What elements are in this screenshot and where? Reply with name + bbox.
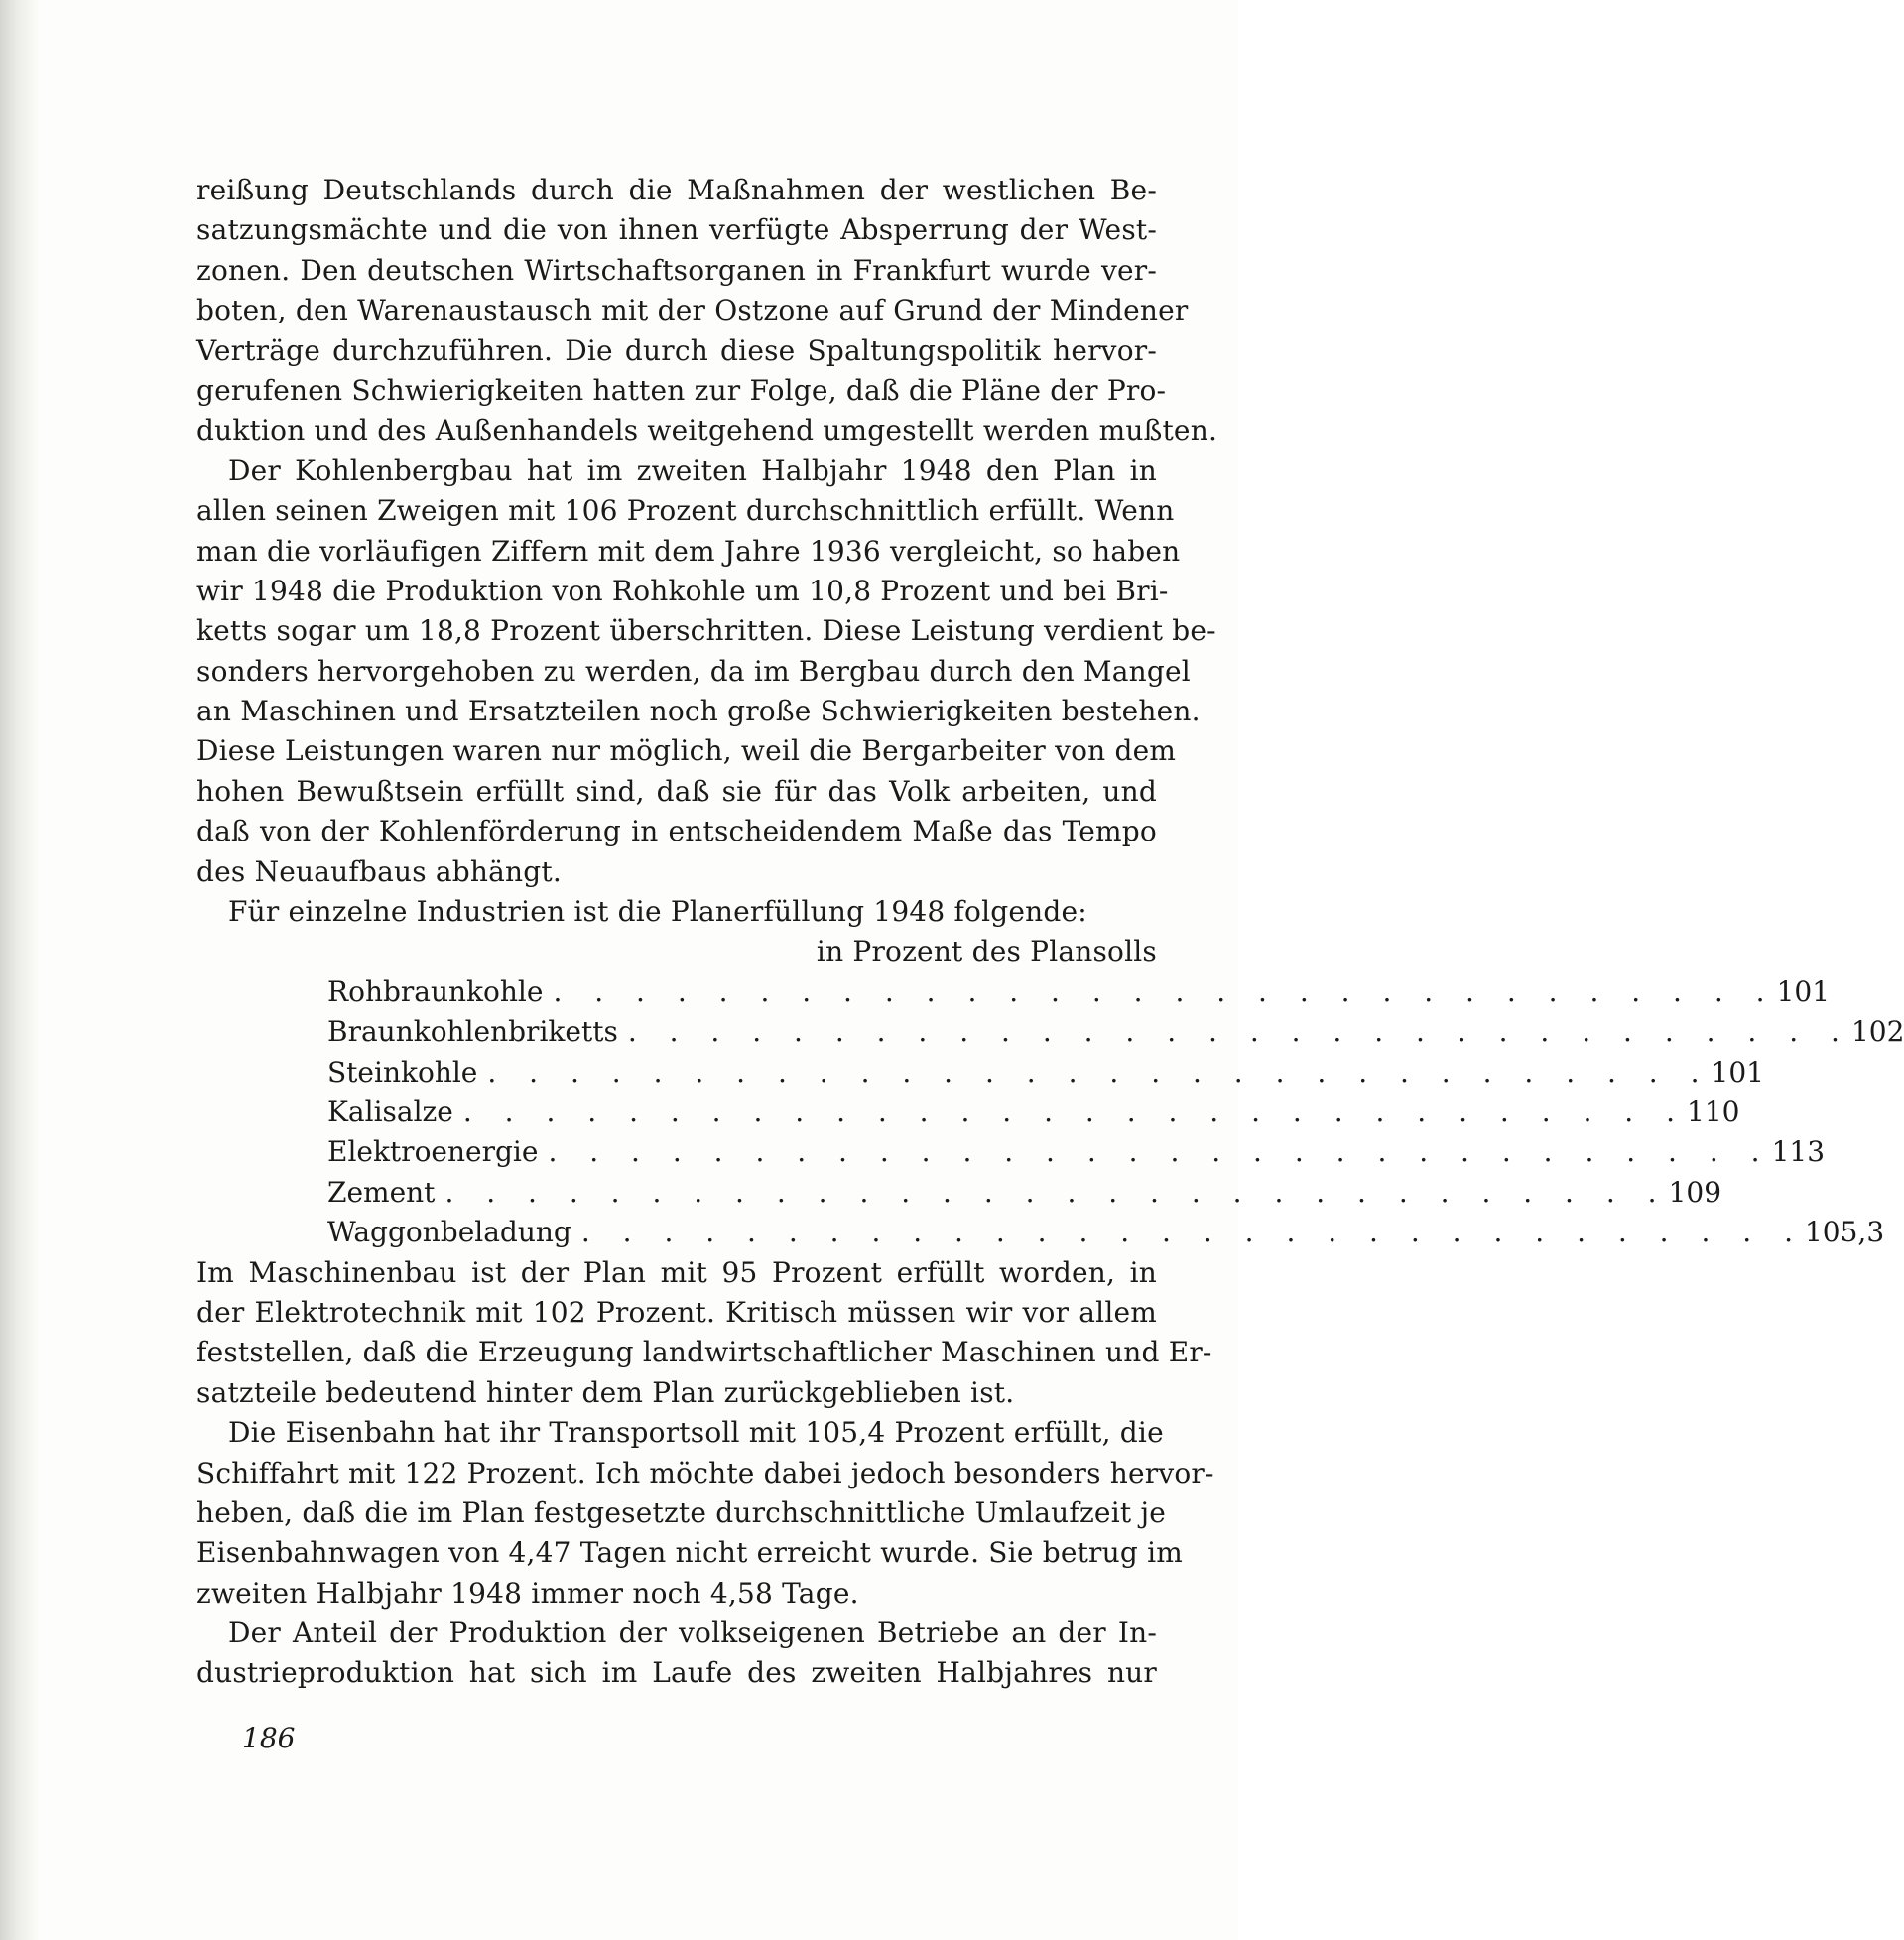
industry-value: 101	[1711, 1055, 1764, 1089]
industry-value: 109	[1668, 1175, 1722, 1209]
table-row	[327, 1173, 1722, 1213]
text-line: Eisenbahnwagen von 4,47 Tagen nicht erreicht wurde. Sie betrug im	[196, 1536, 1183, 1570]
page-number: 186	[242, 1722, 296, 1754]
text-line: der Elektrotechnik mit 102 Prozent. Kritisch müssen wir vor allem	[196, 1295, 1157, 1329]
leader-dots: . . . . . . . . . . . . . . . . . . . . . . . . . . . . . .	[548, 1135, 1772, 1169]
industry-value: 113	[1771, 1135, 1826, 1169]
table-row	[327, 972, 1831, 1012]
text-line: boten, den Warenaustausch mit der Ostzone auf Grund der Mindener	[196, 294, 1189, 327]
text-line: man die vorläufigen Ziffern mit dem Jahre 1936 vergleicht, so haben	[196, 534, 1181, 568]
text-line: satzteile bedeutend hinter dem Plan zurückgeblieben ist.	[196, 1375, 1015, 1409]
text-line: daß von der Kohlenförderung in entscheidendem Maße das Tempo	[196, 815, 1157, 848]
industry-value: 105,3	[1804, 1216, 1885, 1249]
table-row	[327, 1132, 1826, 1172]
industry-label: Steinkohle	[327, 1055, 478, 1089]
text-line: feststellen, daß die Erzeugung landwirtschaftlicher Maschinen und Er-	[196, 1336, 1212, 1369]
table-row	[327, 1053, 1764, 1093]
text-line: satzungsmächte und die von ihnen verfügte Absperrung der West-	[196, 213, 1157, 247]
text-line: sonders hervorgehoben zu werden, da im Bergbau durch den Mangel	[196, 654, 1191, 688]
text-line: zweiten Halbjahr 1948 immer noch 4,58 Tage.	[196, 1576, 859, 1610]
text-line: Schiffahrt mit 122 Prozent. Ich möchte dabei jedoch besonders hervor-	[196, 1456, 1214, 1489]
text-line: Die Eisenbahn hat ihr Transportsoll mit 105,4 Prozent erfüllt, die	[228, 1416, 1164, 1450]
text-line: Der Anteil der Produktion der volkseigenen Betriebe an der In-	[228, 1617, 1157, 1650]
industry-label: Elektroenergie	[327, 1135, 539, 1169]
industry-label: Rohbraunkohle	[327, 974, 544, 1008]
table-row	[327, 1213, 1885, 1252]
text-line: dustrieproduktion hat sich im Laufe des zweiten Halbjahres nur	[196, 1656, 1157, 1690]
text-line: heben, daß die im Plan festgesetzte durchschnittliche Umlaufzeit je	[196, 1495, 1167, 1529]
leader-dots: . . . . . . . . . . . . . . . . . . . . . . . . . . . . . .	[462, 1095, 1687, 1128]
leader-dots: . . . . . . . . . . . . . . . . . . . . . . . . . . . . . .	[553, 974, 1777, 1008]
table-header: in Prozent des Plansolls	[816, 935, 1157, 969]
table-row	[327, 1012, 1904, 1052]
text-line: hohen Bewußtsein erfüllt sind, daß sie für das Volk arbeiten, und	[196, 774, 1157, 808]
leader-dots: . . . . . . . . . . . . . . . . . . . . . . . . . . . . . .	[580, 1216, 1805, 1249]
industry-value: 102	[1850, 1015, 1904, 1049]
text-line: an Maschinen und Ersatzteilen noch große Schwierigkeiten bestehen.	[196, 695, 1201, 728]
plan-fulfillment-table	[327, 972, 1904, 1253]
text-line: Verträge durchzuführen. Die durch diese Spaltungspolitik hervor-	[196, 333, 1157, 367]
text-line: zonen. Den deutschen Wirtschaftsorganen in Frankfurt wurde ver-	[196, 253, 1157, 287]
text-line: Der Kohlenbergbau hat im zweiten Halbjahr 1948 den Plan in	[228, 453, 1157, 487]
table-intro: Für einzelne Industrien ist die Planerfüllung 1948 folgende:	[228, 895, 1087, 929]
text-line: Diese Leistungen waren nur möglich, weil die Bergarbeiter von dem	[196, 734, 1177, 768]
industry-value: 110	[1687, 1095, 1740, 1128]
leader-dots: . . . . . . . . . . . . . . . . . . . . . . . . . . . . . .	[487, 1055, 1712, 1089]
industry-label: Waggonbeladung	[327, 1216, 571, 1249]
text-line: ketts sogar um 18,8 Prozent überschritten. Diese Leistung verdient be-	[196, 614, 1216, 648]
text-line: Im Maschinenbau ist der Plan mit 95 Prozent erfüllt worden, in	[196, 1255, 1157, 1289]
page-binding-shadow	[0, 0, 40, 1940]
industry-label: Zement	[327, 1175, 436, 1209]
text-line: reißung Deutschlands durch die Maßnahmen der westlichen Be-	[196, 174, 1157, 206]
industry-label: Kalisalze	[327, 1095, 453, 1128]
text-line: allen seinen Zweigen mit 106 Prozent durchschnittlich erfüllt. Wenn	[196, 494, 1175, 528]
industry-value: 101	[1776, 974, 1831, 1008]
industry-label: Braunkohlenbriketts	[327, 1015, 618, 1049]
table-row	[327, 1093, 1740, 1132]
leader-dots: . . . . . . . . . . . . . . . . . . . . . . . . . . . . . .	[627, 1015, 1851, 1049]
text-line: gerufenen Schwierigkeiten hatten zur Folge, daß die Pläne der Pro-	[196, 373, 1167, 407]
body-text	[196, 171, 1904, 1694]
leader-dots: . . . . . . . . . . . . . . . . . . . . . . . . . . . . . .	[444, 1175, 1669, 1209]
text-line: des Neuaufbaus abhängt.	[196, 854, 562, 888]
text-line: duktion und des Außenhandels weitgehend umgestellt werden mußten.	[196, 414, 1218, 448]
text-line: wir 1948 die Produktion von Rohkohle um 10,8 Prozent und bei Bri-	[196, 574, 1169, 607]
